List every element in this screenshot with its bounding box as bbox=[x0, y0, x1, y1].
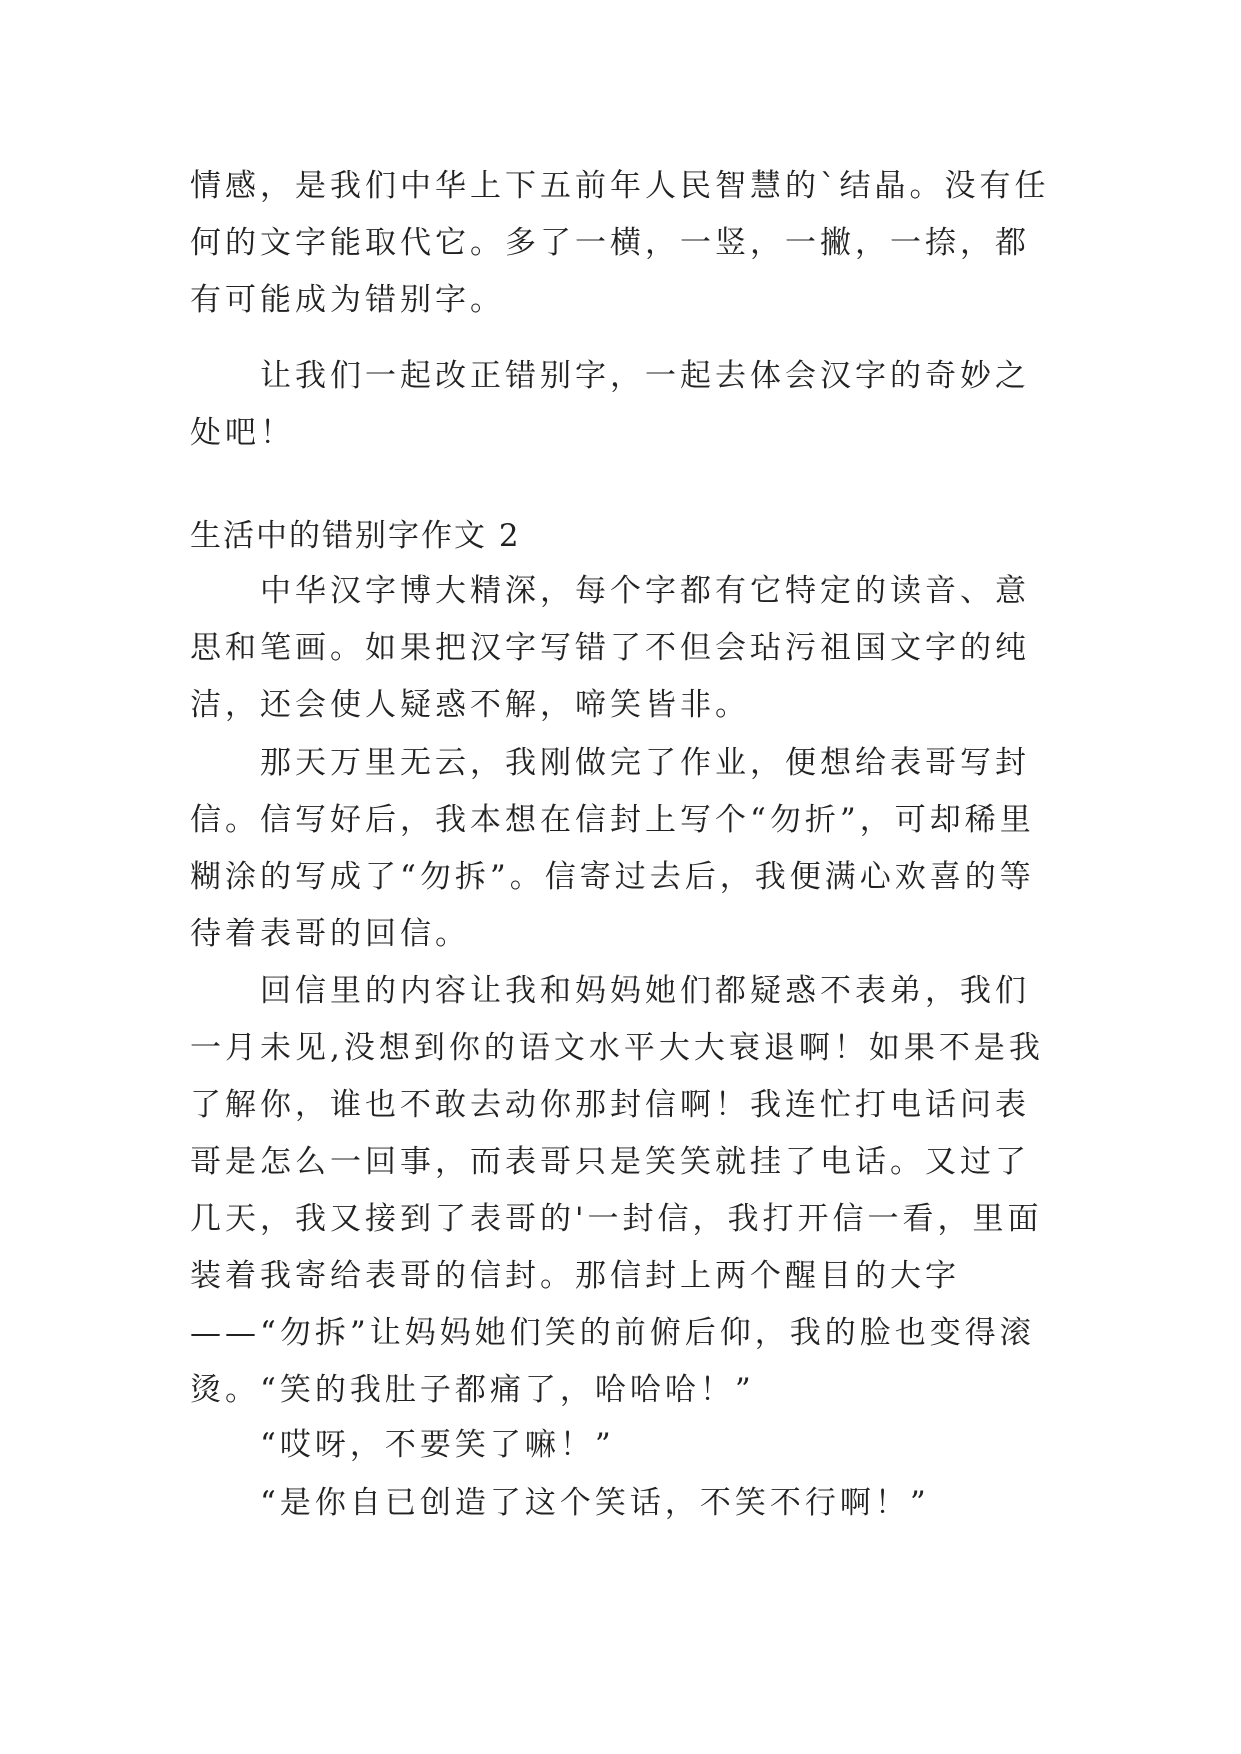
section-title: 生活中的错别字作文 2 bbox=[190, 518, 521, 554]
paragraph-6: “哎呀，不要笑了嘛！” bbox=[260, 1427, 615, 1463]
paragraph-3: 中华汉字博大精深，每个字都有它特定的读音、意思和笔画。如果把汉字写错了不但会玷污祖国文字的纯洁，还会使人疑惑不解，啼笑皆非。 bbox=[190, 573, 1030, 723]
paragraph-4: 那天万里无云，我刚做完了作业，便想给表哥写封信。信写好后，我本想在信封上写个“勿折”，可却稀里糊涂的写成了“勿拆”。信寄过去后，我便满心欢喜的等待着表哥的回信。 bbox=[190, 745, 1035, 952]
paragraph-7: “是你自已创造了这个笑话，不笑不行啊！” bbox=[260, 1485, 930, 1521]
paragraph-2: 让我们一起改正错别字，一起去体会汉字的奇妙之处吧！ bbox=[190, 358, 1030, 451]
paragraph-5: 回信里的内容让我和妈妈她们都疑惑不表弟，我们一月未见,没想到你的语文水平大大衰退啊！如果不是我了解你，谁也不敢去动你那封信啊！我连忙打电话问表哥是怎么一回事，而表哥只是笑笑就挂了电话。又过了几天，我又接到了表哥的'一封信，我打开信一看，里面装着我寄给表哥的信封。那信封上两个醒目的大字——“勿拆”让妈妈她们笑的前俯后仰，我的脸也变得滚烫。“笑的我肚子都痛了，哈哈哈！” bbox=[190, 973, 1044, 1408]
paragraph-1: 情感，是我们中华上下五前年人民智慧的`结晶。没有任何的文字能取代它。多了一横，一竖，一撇，一捺，都有可能成为错别字。 bbox=[190, 168, 1050, 318]
